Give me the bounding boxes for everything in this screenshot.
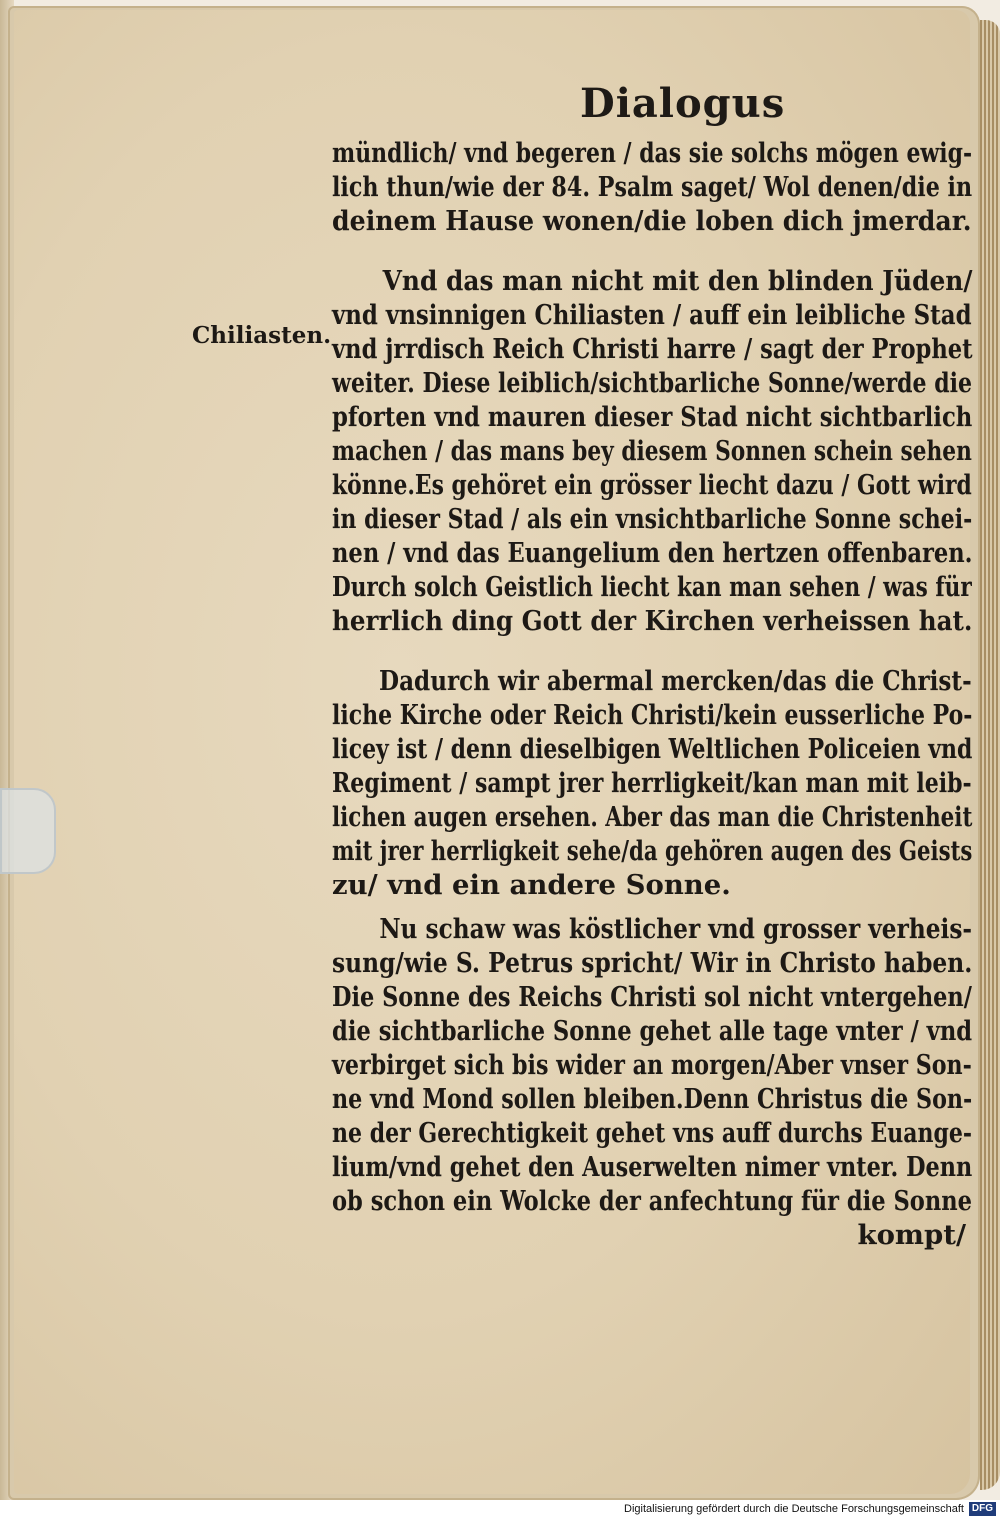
page-clip [0, 788, 56, 874]
text-line: ne vnd Mond sollen bleiben.Denn Christus die Son- [332, 1083, 973, 1115]
text-line: lium/vnd gehet den Auserwelten nimer vnter. Denn [332, 1151, 973, 1183]
text-line: Durch solch Geistlich liecht kan man sehen / was für [332, 571, 972, 603]
text-line: pforten vnd mauren dieser Stad nicht sichtbarlich [332, 401, 973, 433]
dfg-logo: DFG [969, 1502, 996, 1516]
catchword: kompt/ [857, 1219, 966, 1251]
text-line: sung/wie S. Petrus spricht/ Wir in Christo haben. [332, 947, 973, 979]
text-line: in dieser Stad / als ein vnsichtbarliche Sonne schei- [332, 503, 973, 535]
text-line: verbirget sich bis wider an morgen/Aber vnser Son- [332, 1049, 972, 1081]
text-line: liche Kirche oder Reich Christi/kein eusserliche Po- [332, 699, 973, 731]
text-line: lichen augen ersehen. Aber das man die Christenheit [332, 801, 973, 833]
text-line: licey ist / denn dieselbigen Weltlichen Policeien vnd [332, 733, 973, 765]
text-line: die sichtbarliche Sonne gehet alle tage vnter / vnd [332, 1015, 973, 1047]
text-line: vnd vnsinnigen Chiliasten / auff ein leibliche Stad [332, 299, 972, 331]
text-line: Nu schaw was köstlicher vnd grosser verheis- [379, 913, 973, 945]
text-line: Vnd das man nicht mit den blinden Jüden/ [382, 265, 973, 297]
body-text [332, 136, 972, 1252]
text-line: mit jrer herrligkeit sehe/da gehören augen des Geists [332, 835, 973, 867]
text-line: ob schon ein Wolcke der anfechtung für die Sonne [332, 1185, 973, 1217]
text-line: Die Sonne des Reichs Christi sol nicht vntergehen/ [332, 981, 972, 1013]
text-line: vnd jrrdisch Reich Christi harre / sagt der Prophet [332, 333, 973, 365]
text-line: mündlich/ vnd begeren / das sie solchs mögen ewig- [332, 137, 973, 169]
text-line: könne.Es gehöret ein grösser liecht dazu / Gott wird [332, 469, 972, 501]
text-line: deinem Hause wonen/die loben dich jmerdar. [332, 205, 972, 237]
funding-credit: Digitalisierung gefördert durch die Deutsche Forschungsgemeinschaft [624, 1503, 964, 1515]
text-line: Regiment / sampt jrer herrligkeit/kan man mit leib- [332, 767, 972, 799]
text-line: ne der Gerechtigkeit gehet vns auff durchs Euange- [332, 1117, 973, 1149]
margin-note: Chiliasten. [192, 322, 332, 349]
text-line: nen / vnd das Euangelium den hertzen offenbaren. [332, 537, 973, 569]
text-line: weiter. Diese leiblich/sichtbarliche Sonne/werde die [332, 367, 973, 399]
text-line: Dadurch wir abermal mercken/das die Christ- [379, 665, 972, 697]
text-line: machen / das mans bey diesem Sonnen schein sehen [332, 435, 972, 467]
page-stack-edges [980, 20, 1000, 1490]
text-line: lich thun/wie der 84. Psalm saget/ Wol denen/die in [332, 171, 973, 203]
text-line: herrlich ding Gott der Kirchen verheissen hat. [332, 605, 973, 637]
running-title: Dialogus [580, 80, 786, 127]
footer-bar [0, 1500, 1000, 1518]
text-line: zu/ vnd ein andere Sonne. [332, 869, 731, 901]
